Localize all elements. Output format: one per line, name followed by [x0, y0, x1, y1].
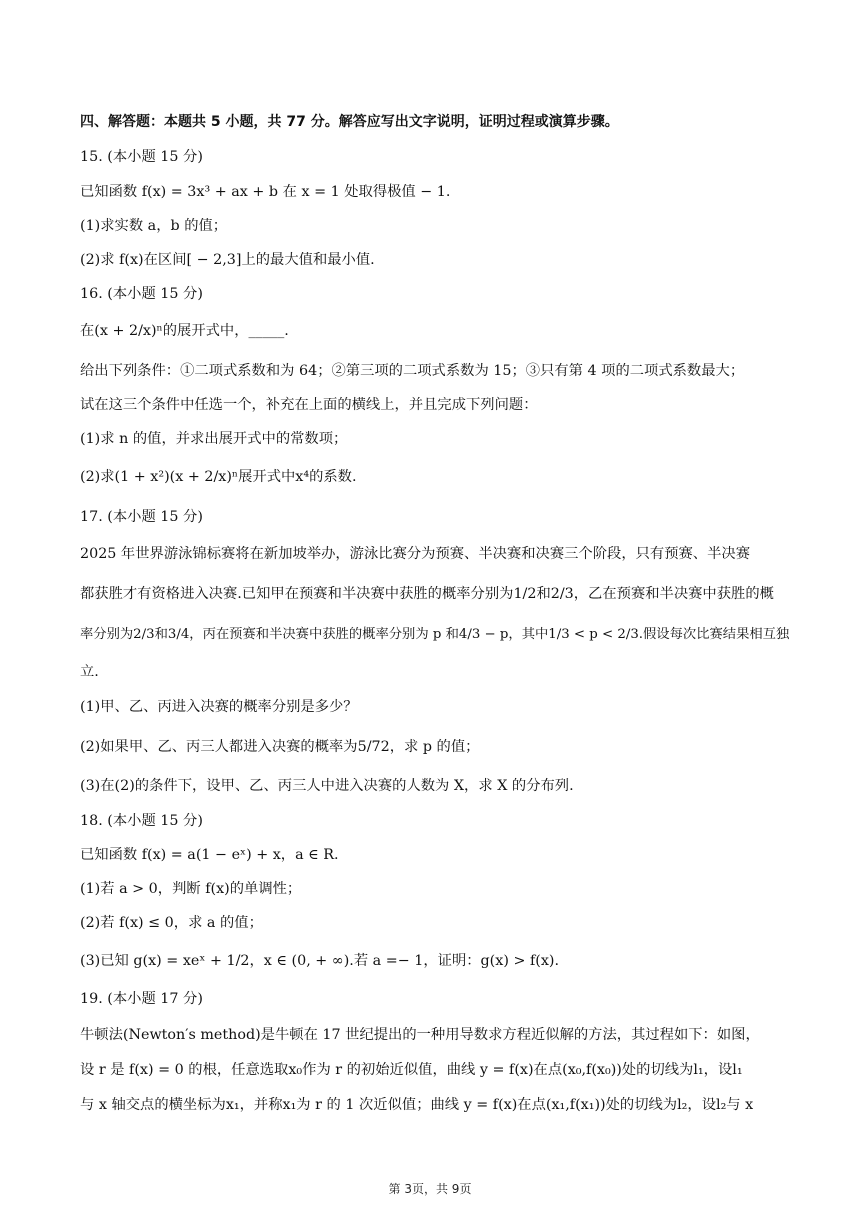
problem-18-line: (1)若 a > 0，判断 f(x)的单调性；: [80, 881, 302, 897]
problem-17-line: 立.: [80, 664, 99, 680]
problem-17-line: (1)甲、乙、丙进入决赛的概率分别是多少？: [80, 699, 358, 715]
problem-18-line: 已知函数 f(x) = a(1 − eˣ) + x，a ∈ R.: [80, 847, 339, 863]
problem-19-line: 设 r 是 f(x) = 0 的根，任意选取x₀作为 r 的初始近似值，曲线 y = f(x)在点(x₀,f(x₀))处的切线为l₁，设l₁: [80, 1062, 743, 1078]
problem-17-line: (2)如果甲、乙、丙三人都进入决赛的概率为5/72，求 p 的值；: [80, 739, 480, 755]
page-footer: 第 3页，共 9页: [388, 1182, 472, 1196]
problem-16-line: (2)求(1 + x²)(x + 2/x)ⁿ展开式中x⁴的系数.: [80, 469, 357, 485]
problem-18-line: (3)已知 g(x) = xeˣ + 1/2，x ∈ (0, + ∞).若 a =− 1，证明：g(x) > f(x).: [80, 953, 560, 969]
problem-16-line: 给出下列条件：①二项式系数和为 64；②第三项的二项式系数为 15；③只有第 4 项的二项式系数最大；: [80, 363, 745, 379]
problem-17-line: 率分别为2/3和3/4，丙在预赛和半决赛中获胜的概率分别为 p 和4/3 − p，其中1/3 < p < 2/3.假设每次比赛结果相互独: [80, 627, 790, 642]
problem-17-line: (3)在(2)的条件下，设甲、乙、丙三人中进入决赛的人数为 X，求 X 的分布列.: [80, 778, 574, 794]
problem-19-header: 19. (本小题 17 分): [80, 991, 203, 1007]
problem-15-line: 已知函数 f(x) = 3x³ + ax + b 在 x = 1 处取得极值 − 1.: [80, 184, 451, 200]
problem-17-header: 17. (本小题 15 分): [80, 509, 203, 525]
problem-18-header: 18. (本小题 15 分): [80, 813, 203, 829]
problem-15-header: 15. (本小题 15 分): [80, 149, 203, 165]
problem-16-header: 16. (本小题 15 分): [80, 286, 203, 302]
problem-15-line: (2)求 f(x)在区间[ − 2,3]上的最大值和最小值.: [80, 252, 375, 268]
problem-18-line: (2)若 f(x) ≤ 0，求 a 的值；: [80, 915, 263, 931]
section-header: 四、解答题：本题共 5 小题，共 77 分。解答应写出文字说明，证明过程或演算步骤。: [80, 114, 619, 130]
problem-16-line: 试在这三个条件中任选一个，补充在上面的横线上，并且完成下列问题：: [80, 397, 538, 413]
problem-15-line: (1)求实数 a，b 的值；: [80, 218, 228, 234]
problem-16-line: 在(x + 2/x)ⁿ的展开式中，_____.: [80, 323, 289, 339]
problem-17-line: 都获胜才有资格进入决赛.已知甲在预赛和半决赛中获胜的概率分别为1/2和2/3，乙在预赛和半决赛中获胜的概: [80, 586, 774, 602]
problem-19-line: 牛顿法(Newton′s method)是牛顿在 17 世纪提出的一种用导数求方程近似解的方法，其过程如下：如图，: [80, 1027, 760, 1043]
problem-16-line: (1)求 n 的值，并求出展开式中的常数项；: [80, 431, 348, 447]
problem-19-line: 与 x 轴交点的横坐标为x₁，并称x₁为 r 的 1 次近似值；曲线 y = f(x)在点(x₁,f(x₁))处的切线为l₂，设l₂与 x: [80, 1097, 754, 1113]
problem-17-line: 2025 年世界游泳锦标赛将在新加坡举办，游泳比赛分为预赛、半决赛和决赛三个阶段，只有预赛、半决赛: [80, 546, 750, 562]
